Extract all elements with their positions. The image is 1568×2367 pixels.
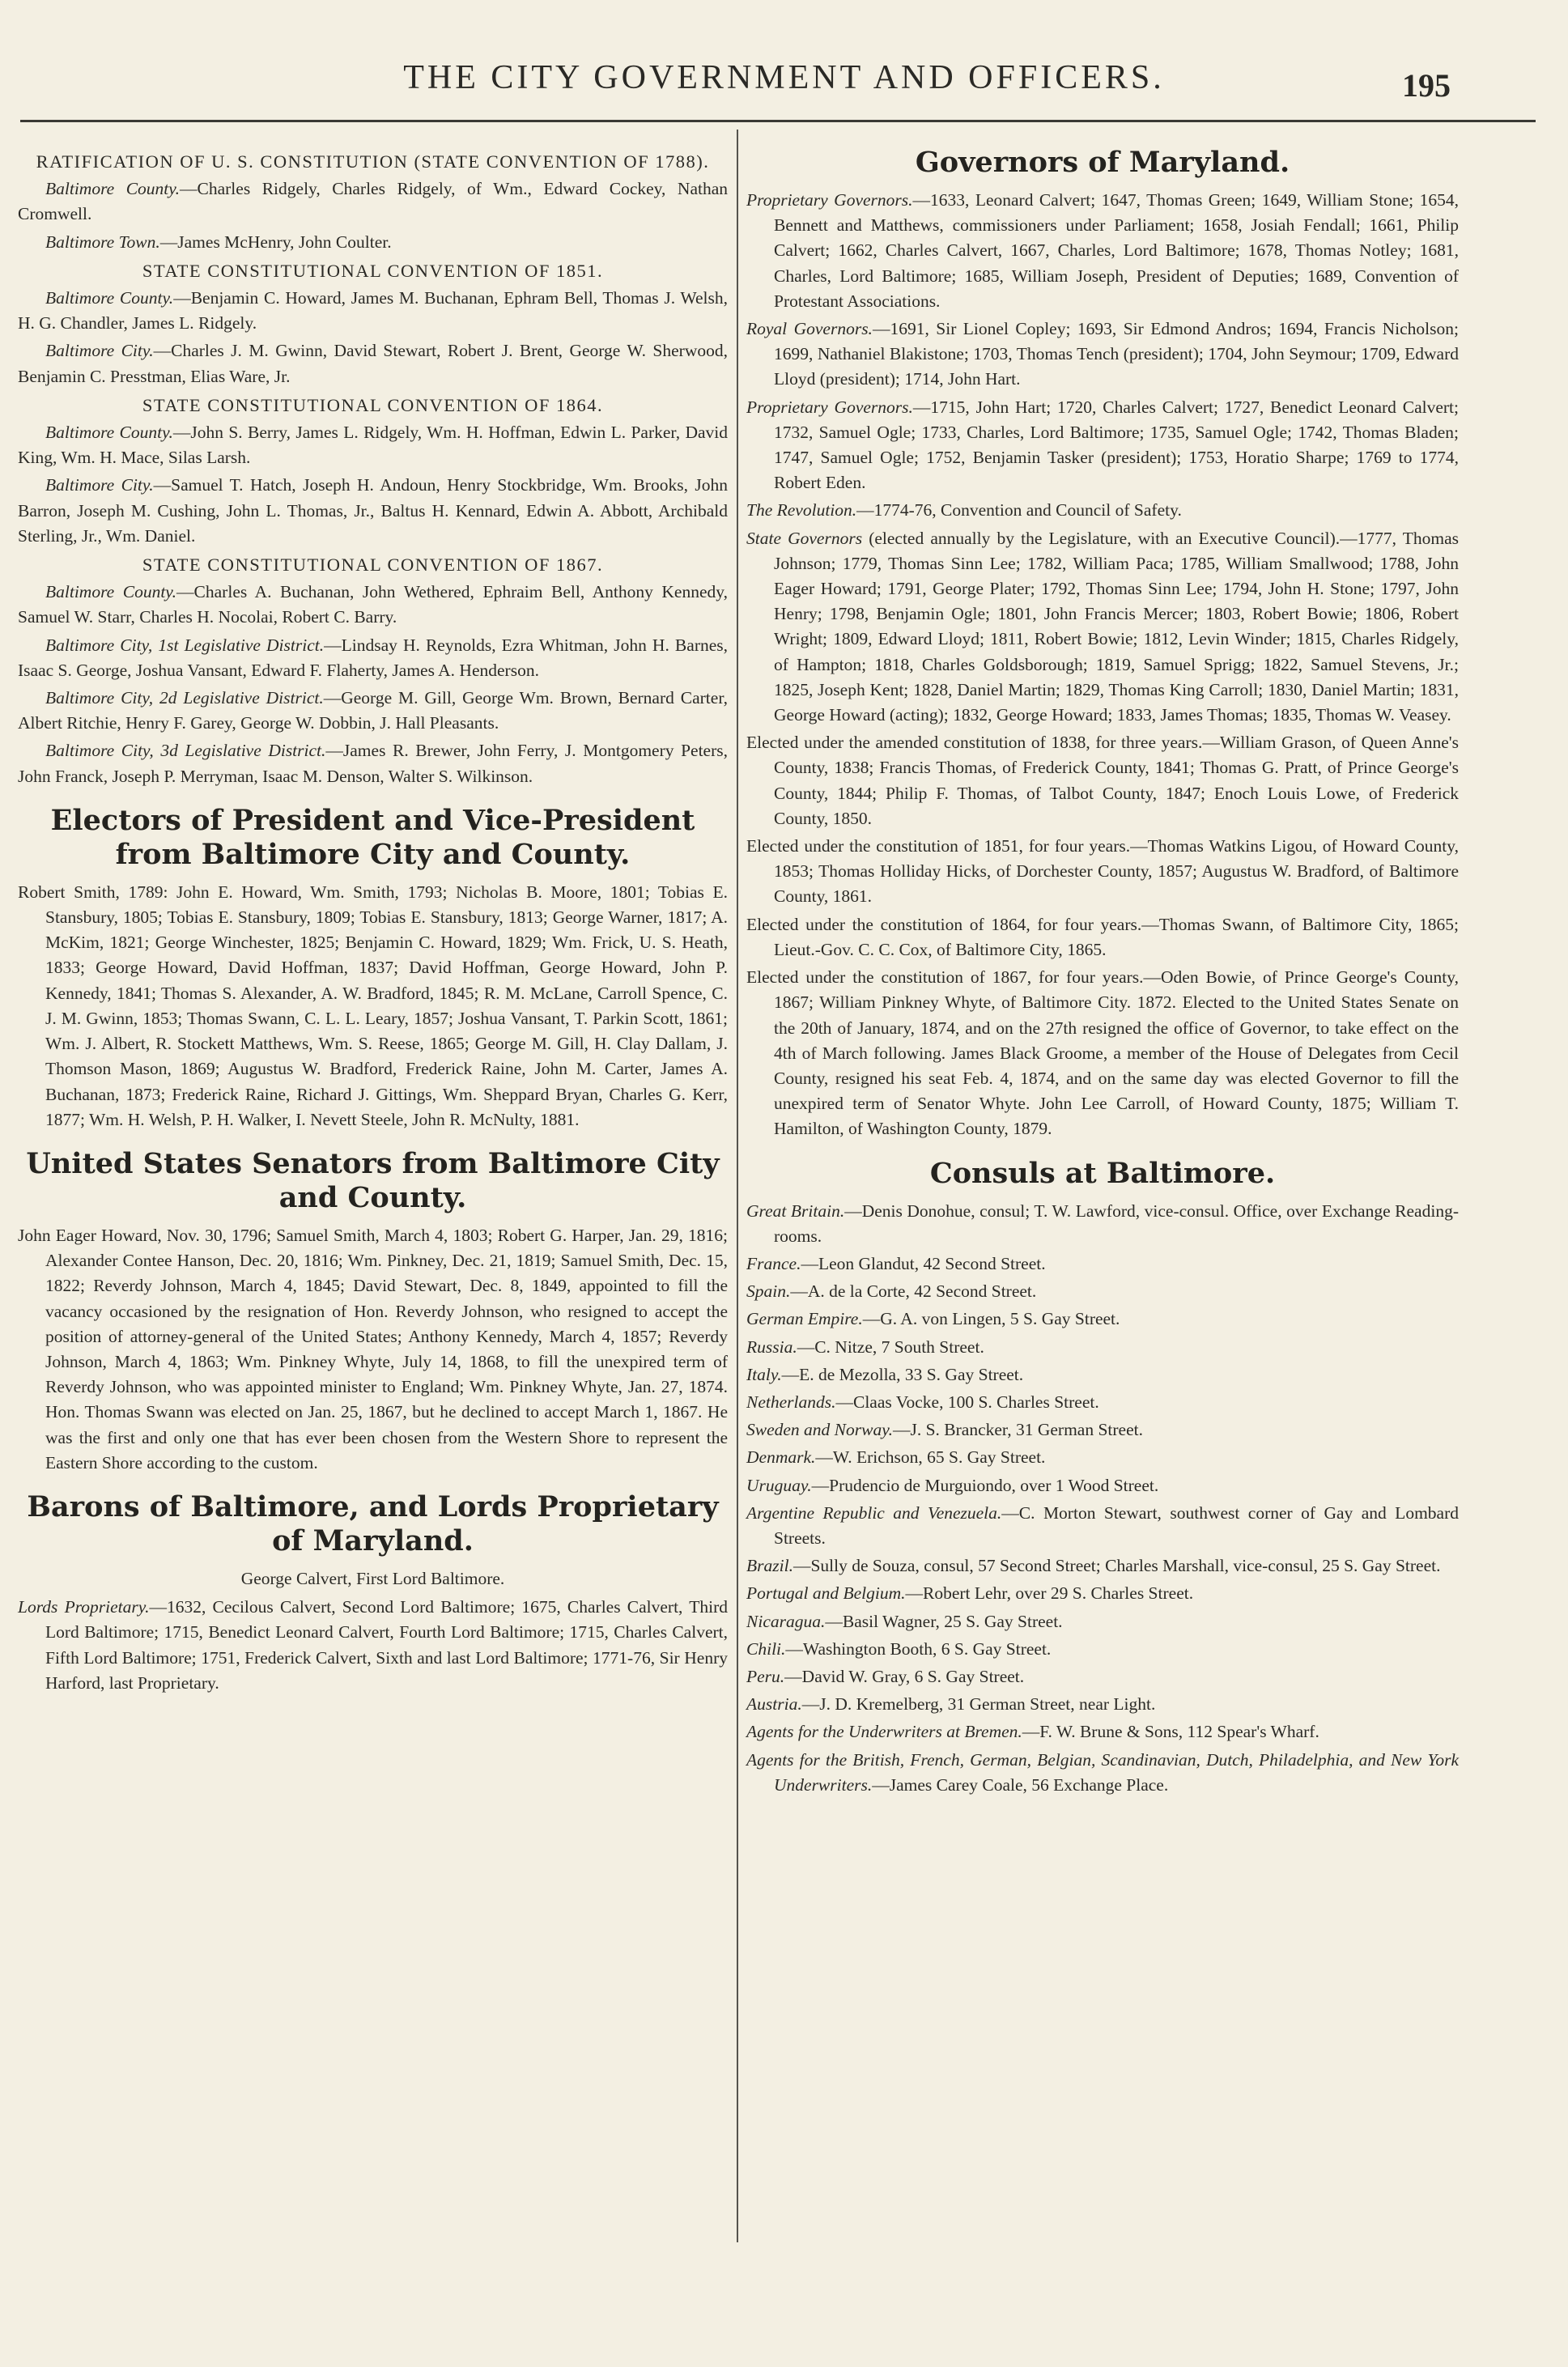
governor-entry: Proprietary Governors.—1633, Leonard Calvert; 1647, Thomas Green; 1649, William Stone; 1654, Bennett and Matthews, commissioners under Parliament; 1658, Josiah Fendall; 1661, Philip Calvert; 1662, Charles Calvert, 1667, Charles, Lord Baltimore; 1678, Thomas Notley; 1681, Charles, Lord Baltimore; 1685, William Joseph, President of Deputies; 1689, Convention of Protestant Associations. bbox=[746, 190, 1459, 311]
governor-entry: The Revolution.—1774-76, Convention and Council of Safety. bbox=[746, 500, 1182, 521]
consuls-list bbox=[746, 1199, 1459, 1798]
governor-entry: Elected under the constitution of 1867, for four years.—Oden Bowie, of Prince George's County, 1867; William Pinkney Whyte, of Baltimore City. 1872. Elected to the United States Senate on the 20th of January, 1874, and on the 27th resigned the office of Governor, to take effect on the 4th of March following. James Black Groome, a member of the House of Delegates from Cecil County, resigned his seat Feb. 4, 1874, and on the same day was elected Governor to fill the unexpired term of Senator Whyte. John Lee Carroll, of Howard County, 1875; William T. Hamilton, of Washington County, 1879. bbox=[746, 967, 1459, 1139]
governor-entry: State Governors (elected annually by the Legislature, with an Executive Council).—1777, Thomas Johnson; 1779, Thomas Sinn Lee; 1782, William Paca; 1785, William Smallwood; 1788, John Eager Howard; 1791, George Plater; 1792, Thomas Sinn Lee; 1794, John H. Stone; 1797, John Henry; 1798, Benjamin Ogle; 1801, John Francis Mercer; 1803, Robert Bowie; 1806, Robert Wright; 1809, Edward Lloyd; 1811, Robert Bowie; 1812, Levin Winder; 1815, Charles Ridgely, of Hampton; 1818, Charles Goldsborough; 1819, Samuel Sprigg; 1822, Samuel Stevens, Jr.; 1825, Joseph Kent; 1828, Daniel Martin; 1829, Thomas King Carroll; 1830, Daniel Martin; 1831, George Howard (acting); 1832, George Howard; 1833, James Thomas; 1835, Thomas W. Veasey. bbox=[746, 528, 1460, 725]
barons-title: Barons of Baltimore, and Lords Proprietary of Maryland. bbox=[27, 1489, 719, 1557]
page-number: 195 bbox=[1402, 67, 1451, 104]
consul-entry: Nicaragua.—Basil Wagner, 25 S. Gay Street. bbox=[746, 1611, 1063, 1631]
governor-entry: Elected under the constitution of 1851, for four years.—Thomas Watkins Ligou, of Howard County, 1853; Thomas Holliday Hicks, of Dorchester County, 1857; Augustus W. Bradford, of Baltimore County, 1861. bbox=[746, 836, 1459, 907]
consul-entry: Denmark.—W. Erichson, 65 S. Gay Street. bbox=[746, 1447, 1046, 1468]
governor-entry: Proprietary Governors.—1715, John Hart; 1720, Charles Calvert; 1727, Benedict Leonard Calvert; 1732, Samuel Ogle; 1733, Charles, Lord Baltimore; 1735, Samuel Ogle; 1742, Thomas Bladen; 1747, Samuel Ogle; 1752, Benjamin Tasker (president); 1753, Horatio Sharpe; 1769 to 1774, Robert Eden. bbox=[746, 397, 1459, 493]
convention-1867-entry: Baltimore County.—Charles A. Buchanan, John Wethered, Ephraim Bell, Anthony Kennedy, Samuel W. Starr, Charles H. Nocolai, Robert C. Barry. bbox=[18, 582, 728, 627]
convention-1867-entry: Baltimore City, 2d Legislative District.—George M. Gill, George Wm. Brown, Bernard Carter, Albert Ritchie, Henry F. Garey, George W. Dobbin, J. Hall Pleasants. bbox=[18, 688, 728, 733]
running-head: THE CITY GOVERNMENT AND OFFICERS. bbox=[403, 59, 1165, 96]
consul-entry: Austria.—J. D. Kremelberg, 31 German Street, near Light. bbox=[746, 1694, 1156, 1715]
consul-entry: Brazil.—Sully de Souza, consul, 57 Second Street; Charles Marshall, vice-consul, 25 S. Gay Street. bbox=[746, 1556, 1441, 1576]
consul-entry: Uruguay.—Prudencio de Murguiondo, over 1 Wood Street. bbox=[746, 1475, 1159, 1495]
consul-entry: Chili.—Washington Booth, 6 S. Gay Street. bbox=[746, 1638, 1052, 1659]
convention-1851-entry: Baltimore County.—Benjamin C. Howard, James M. Buchanan, Ephram Bell, Thomas J. Welsh, H. G. Chandler, James L. Ridgely. bbox=[18, 288, 728, 334]
senators-title: United States Senators from Baltimore City and County. bbox=[26, 1146, 720, 1214]
convention-1864-heading: STATE CONSTITUTIONAL CONVENTION OF 1864. bbox=[142, 394, 604, 415]
governor-entry: Elected under the amended constitution of 1838, for three years.—William Grason, of Queen Anne's County, 1838; Francis Thomas, of Frederick County, 1841; Thomas G. Pratt, of Prince George's County, 1844; Philip F. Thomas, of Talbot County, 1847; Enoch Louis Lowe, of Frederick County, 1850. bbox=[746, 733, 1459, 828]
consul-entry: Agents for the British, French, German, Belgian, Scandinavian, Dutch, Philadelphia, and New York Underwriters.—James Carey Coale, 56 Exchange Place. bbox=[746, 1749, 1459, 1795]
governor-entry: Elected under the constitution of 1864, for four years.—Thomas Swann, of Baltimore City, 1865; Lieut.-Gov. C. C. Cox, of Baltimore City, 1865. bbox=[746, 914, 1459, 959]
electors-text: Robert Smith, 1789: John E. Howard, Wm. Smith, 1793; Nicholas B. Moore, 1801; Tobias E. Stansbury, 1805; Tobias E. Stansbury, 1809; Tobias E. Stansbury, 1813; George Warner, 1817; A. McKim, 1821; George Winchester, 1825; Benjamin C. Howard, 1829; Wm. Frick, U. S. Heath, 1833; George Howard, David Hoffman, 1837; David Hoffman, George Howard, John P. Kennedy, 1841; Thomas S. Alexander, A. W. Bradford, 1845; R. M. McLane, Carroll Spence, C. J. M. Gwinn, 1853; Thomas Swann, C. L. L. Leary, 1857; Joshua Vansant, T. Parkin Scott, 1861; Wm. J. Albert, R. Stockett Matthews, Wm. S. Reese, 1865; George M. Gill, H. Clay Dallam, J. Thomson Mason, 1869; Augustus W. Bradford, Frederick Raine, John M. Carter, James A. Buchanan, 1873; Frederick Raine, Richard J. Gittings, Wm. Sheppard Bryan, Charles G. Kerr, 1877; Wm. H. Welsh, P. H. Walker, I. Nevett Steele, John R. McNulty, 1881. bbox=[18, 882, 728, 1129]
consul-entry: Spain.—A. de la Corte, 42 Second Street. bbox=[746, 1281, 1037, 1302]
electors-title: Electors of President and Vice-President from Baltimore City and County. bbox=[50, 803, 695, 871]
consul-entry: Russia.—C. Nitze, 7 South Street. bbox=[746, 1336, 984, 1357]
column-divider bbox=[737, 130, 738, 2242]
senators-text: John Eager Howard, Nov. 30, 1796; Samuel Smith, March 4, 1803; Robert G. Harper, Jan. 29, 1816; Alexander Contee Hanson, Dec. 20, 1816; Wm. Pinkney, Dec. 21, 1819; Samuel Smith, Dec. 15, 1822; Reverdy Johnson, March 4, 1845; David Stewart, Dec. 8, 1849, appointed to fill the vacancy occasioned by the resignation of Hon. Reverdy Johnson, who resigned to accept the position of attorney-general of the United States; Anthony Kennedy, March 4, 1857; Reverdy Johnson, March 4, 1863; Wm. Pinkney Whyte, July 14, 1868, to fill the unexpired term of Reverdy Johnson, who was appointed minister to England; Wm. Pinkney Whyte, Jan. 27, 1874. Hon. Thomas Swann was elected on Jan. 25, 1867, but he declined to accept March 1, 1867. He was the first and only one that has ever been chosen from the Western Shore to represent the Eastern Shore according to the custom. bbox=[18, 1225, 728, 1472]
consul-entry: Italy.—E. de Mezolla, 33 S. Gay Street. bbox=[746, 1364, 1024, 1384]
consul-entry: Argentine Republic and Venezuela.—C. Morton Stewart, southwest corner of Gay and Lombard Streets. bbox=[746, 1502, 1459, 1548]
consul-entry: Portugal and Belgium.—Robert Lehr, over 29 S. Charles Street. bbox=[746, 1583, 1194, 1604]
convention-1864-entry: Baltimore City.—Samuel T. Hatch, Joseph H. Andoun, Henry Stockbridge, Wm. Brooks, John Barron, Joseph M. Cushing, John L. Thomas, Jr., Baltus H. Kennard, Edwin A. Abbott, Archibald Sterling, Jr., Wm. Daniel. bbox=[18, 475, 728, 546]
right-column bbox=[746, 146, 1459, 1800]
convention-1867-entry: Baltimore City, 3d Legislative District.—James R. Brewer, John Ferry, J. Montgomery Peters, John Franck, Joseph P. Merryman, Isaac M. Denson, Walter S. Wilkinson. bbox=[18, 741, 728, 786]
header-rule bbox=[20, 120, 1536, 122]
consul-entry: Sweden and Norway.—J. S. Brancker, 31 German Street. bbox=[746, 1420, 1143, 1440]
governors-title: Governors of Maryland. bbox=[915, 146, 1290, 179]
consul-entry: German Empire.—G. A. von Lingen, 5 S. Gay Street. bbox=[746, 1309, 1120, 1329]
ratification-entry: Baltimore Town.—James McHenry, John Coulter. bbox=[45, 232, 392, 252]
governor-entry: Royal Governors.—1691, Sir Lionel Copley; 1693, Sir Edmond Andros; 1694, Francis Nicholson; 1699, Nathaniel Blakistone; 1703, Thomas Tench (president); 1704, John Seymour; 1709, Edward Lloyd (president); 1714, John Hart. bbox=[746, 319, 1459, 389]
convention-1867-heading: STATE CONSTITUTIONAL CONVENTION OF 1867. bbox=[142, 555, 604, 576]
left-column bbox=[18, 146, 728, 1698]
convention-1851-entry: Baltimore City.—Charles J. M. Gwinn, David Stewart, Robert J. Brent, George W. Sherwood, Benjamin C. Presstman, Elias Ware, Jr. bbox=[18, 341, 728, 386]
barons-subtitle: George Calvert, First Lord Baltimore. bbox=[240, 1568, 505, 1588]
consul-entry: Great Britain.—Denis Donohue, consul; T. W. Lawford, vice-consul. Office, over Exchange Reading-rooms. bbox=[746, 1200, 1459, 1246]
barons-text: Lords Proprietary.—1632, Cecilous Calvert, Second Lord Baltimore; 1675, Charles Calvert, Third Lord Baltimore; 1715, Benedict Leonard Calvert, Fourth Lord Baltimore; 1715, Charles Calvert, Fifth Lord Baltimore; 1751, Frederick Calvert, Sixth and last Lord Baltimore; 1771-76, Sir Henry Harford, last Proprietary. bbox=[18, 1597, 728, 1693]
page-header bbox=[0, 0, 1568, 121]
consul-entry: Agents for the Underwriters at Bremen.—F. W. Brune & Sons, 112 Spear's Wharf. bbox=[746, 1722, 1319, 1742]
ratification-entry: Baltimore County.—Charles Ridgely, Charles Ridgely, of Wm., Edward Cockey, Nathan Cromwell. bbox=[18, 179, 728, 224]
consul-entry: Netherlands.—Claas Vocke, 100 S. Charles Street. bbox=[746, 1392, 1099, 1412]
convention-1851-heading: STATE CONSTITUTIONAL CONVENTION OF 1851. bbox=[142, 260, 604, 281]
convention-1867-entry: Baltimore City, 1st Legislative District.—Lindsay H. Reynolds, Ezra Whitman, John H. Barnes, Isaac S. George, Joshua Vansant, Edward F. Flaherty, James A. Henderson. bbox=[18, 635, 729, 680]
governors-list bbox=[746, 188, 1459, 1142]
consul-entry: France.—Leon Glandut, 42 Second Street. bbox=[746, 1253, 1046, 1273]
consul-entry: Peru.—David W. Gray, 6 S. Gay Street. bbox=[746, 1666, 1025, 1686]
ratification-heading: RATIFICATION OF U. S. CONSTITUTION (STATE CONVENTION OF 1788). bbox=[36, 151, 710, 172]
consuls-title: Consuls at Baltimore. bbox=[929, 1156, 1276, 1190]
convention-1864-entry: Baltimore County.—John S. Berry, James L. Ridgely, Wm. H. Hoffman, Edwin L. Parker, David King, Wm. H. Mace, Silas Larsh. bbox=[18, 423, 728, 468]
